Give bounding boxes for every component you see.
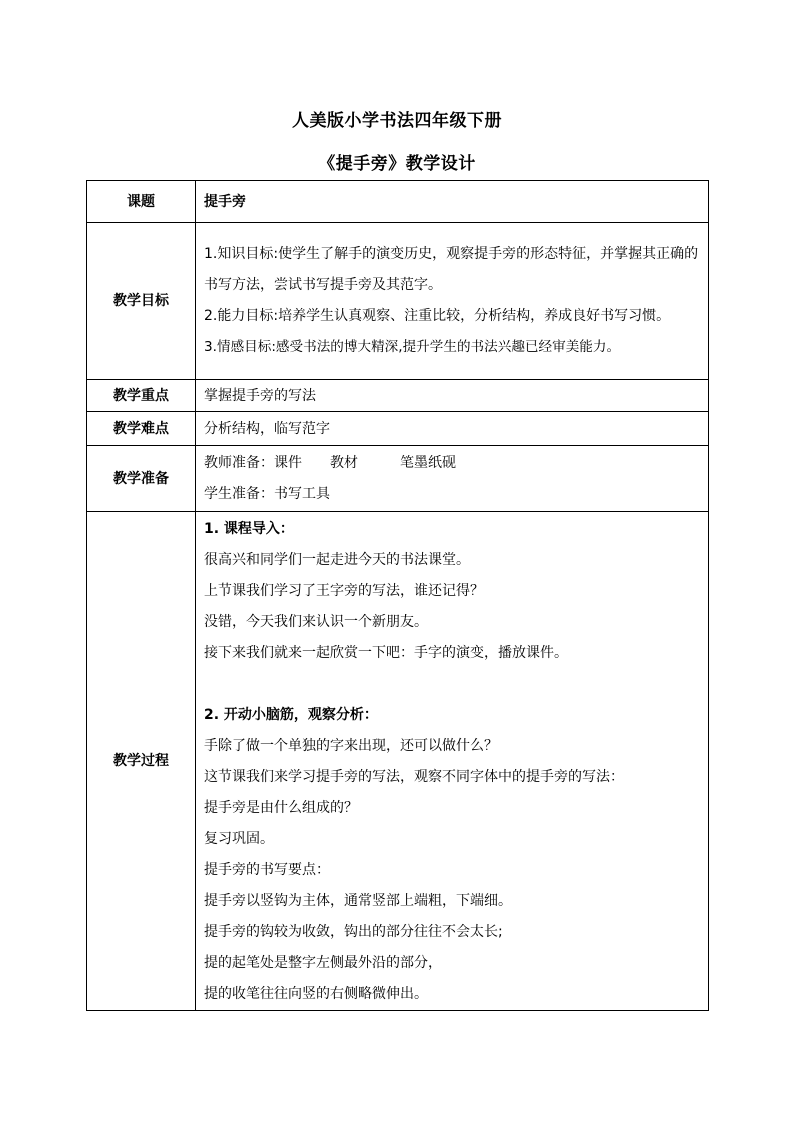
lesson-plan-table [86, 180, 709, 1011]
process-line: 提手旁的书写要点： [204, 862, 330, 878]
process-line: 提手旁是由什么组成的？ [204, 800, 358, 816]
process-line: 没错，今天我们来认识一个新朋友。 [204, 614, 428, 630]
document-title: 人美版小学书法四年级下册 [292, 111, 502, 131]
goal-item-3: 3.情感目标:感受书法的博大精深,提升学生的书法兴趣已经审美能力。 [204, 339, 621, 355]
row-difficulties [87, 412, 709, 446]
label-key-points: 教学重点 [87, 380, 196, 412]
row-key-points [87, 380, 709, 412]
label-difficulties: 教学难点 [87, 412, 196, 446]
row-goals [87, 223, 709, 380]
process-line: 提手旁以竖钩为主体，通常竖部上端粗，下端细。 [204, 893, 512, 909]
process-line: 这节课我们来学习提手旁的写法，观察不同字体中的提手旁的写法： [204, 769, 624, 785]
value-key-points: 掌握提手旁的写法 [196, 380, 709, 412]
value-process [196, 512, 709, 1011]
process-line: 提手旁的钩较为收敛，钩出的部分往往不会太长; [204, 924, 503, 940]
goal-item-2: 2.能力目标:培养学生认真观察、注重比较，分析结构，养成良好书写习惯。 [204, 308, 671, 324]
student-preparation: 学生准备：书写工具 [204, 485, 330, 502]
process-line: 提的收笔往往向竖的右侧略微伸出。 [204, 986, 428, 1002]
blank-line [204, 669, 704, 700]
label-goals: 教学目标 [87, 223, 196, 380]
document-subtitle: 《提手旁》教学设计 [318, 154, 476, 174]
process-line: 提的起笔处是整字左侧最外沿的部分， [204, 955, 442, 971]
value-goals [196, 223, 709, 380]
process-line: 很高兴和同学们一起走进今天的书法课堂。 [204, 552, 470, 568]
row-topic [87, 181, 709, 223]
value-difficulties: 分析结构，临写范字 [196, 412, 709, 446]
label-preparation: 教学准备 [87, 446, 196, 512]
teacher-preparation: 教师准备：课件 教材 笔墨纸砚 [204, 454, 456, 471]
process-section2-heading: 2. 开动小脑筋，观察分析： [204, 707, 378, 723]
goal-item-1: 1.知识目标:使学生了解手的演变历史，观察提手旁的形态特征，并掌握其正确的书写方法，尝试书写提手旁及其范字。 [204, 246, 699, 293]
row-process [87, 512, 709, 1011]
process-line: 手除了做一个单独的字来出现，还可以做什么？ [204, 738, 498, 754]
process-section1-heading: 1. 课程导入： [204, 521, 294, 537]
process-line: 复习巩固。 [204, 831, 274, 847]
value-topic: 提手旁 [196, 181, 709, 223]
process-line: 上节课我们学习了王字旁的写法，谁还记得？ [204, 583, 484, 599]
label-topic: 课题 [87, 181, 196, 223]
process-line: 接下来我们就来一起欣赏一下吧：手字的演变，播放课件。 [204, 645, 568, 661]
value-preparation [196, 446, 709, 512]
row-preparation [87, 446, 709, 512]
label-process: 教学过程 [87, 512, 196, 1011]
